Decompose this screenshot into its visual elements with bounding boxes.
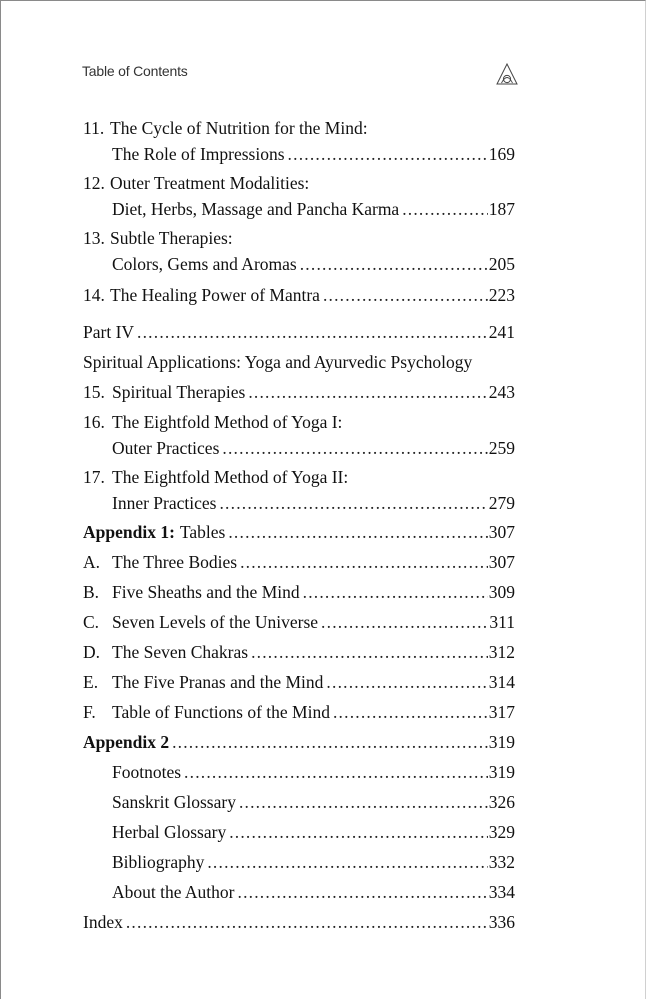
leader-dots	[239, 791, 488, 813]
page-number: 241	[488, 322, 515, 342]
toc-title: Sanskrit Glossary	[112, 792, 236, 812]
toc-entry-12[interactable]: 12. Outer Treatment Modalities: Diet, Herbs, Massage and Pancha Karma ..... 187	[83, 172, 515, 224]
toc-title: Five Sheaths and the Mind	[112, 582, 300, 602]
leader-dots	[137, 321, 488, 343]
toc-title: Table of Functions of the Mind	[112, 702, 330, 722]
page-number: 169	[488, 144, 515, 164]
leader-dots	[321, 611, 488, 633]
toc-entry-bibliography[interactable]	[83, 851, 515, 877]
toc-entry-c[interactable]: C. Seven Levels of the Universe ..... 311	[83, 611, 515, 637]
page-number: 329	[488, 822, 515, 842]
toc-title: Herbal Glossary	[112, 822, 227, 842]
page-number: 319	[488, 762, 515, 782]
toc-entry-16[interactable]: 16. The Eightfold Method of Yoga I: Outer Practices ..... 259	[83, 411, 515, 463]
toc-title: Seven Levels of the Universe	[112, 612, 319, 632]
leader-dots	[172, 731, 488, 753]
page-number: 314	[488, 672, 515, 692]
leader-dots	[300, 253, 488, 275]
leader-dots	[326, 671, 487, 693]
toc-title: The Five Pranas and the Mind	[112, 672, 324, 692]
toc-title: About the Author	[112, 882, 235, 902]
toc-title: Index	[83, 912, 123, 932]
leader-dots	[288, 143, 488, 165]
toc-subtitle: Colors, Gems and Aromas	[112, 254, 297, 274]
toc-subtitle: Outer Practices	[112, 438, 220, 458]
toc-entry-11[interactable]: 11. The Cycle of Nutrition for the Mind: The Role of Impressions ..... 169	[83, 117, 515, 169]
page-number: 259	[488, 438, 515, 458]
toc-entry-about-author[interactable]	[83, 881, 515, 907]
page-number: 319	[488, 732, 515, 752]
page-number: 187	[488, 199, 515, 219]
toc-title: The Healing Power of Mantra	[110, 285, 320, 305]
toc-entry-appendix-2[interactable]	[83, 731, 515, 757]
toc-title: Subtle Therapies:	[110, 228, 233, 248]
toc-entry-b[interactable]: B. Five Sheaths and the Mind ..... 309	[83, 581, 515, 607]
page-number: 311	[489, 612, 515, 632]
page-number: 309	[488, 582, 515, 602]
leader-dots	[219, 492, 487, 514]
toc-entry-17[interactable]: 17. The Eightfold Method of Yoga II: Inner Practices ..... 279	[83, 466, 515, 518]
leader-dots	[402, 198, 488, 220]
toc-entry-14[interactable]: 14. The Healing Power of Mantra ..... 223	[83, 284, 515, 310]
leader-dots	[248, 381, 487, 403]
leader-dots	[228, 521, 487, 543]
running-head: Table of Contents	[82, 63, 188, 79]
toc-title: The Eightfold Method of Yoga II:	[112, 467, 349, 487]
toc-entry-15[interactable]: 15. Spiritual Therapies ..... 243	[83, 381, 515, 407]
page-number: 317	[488, 702, 515, 722]
page-number: 223	[488, 285, 515, 305]
leader-dots	[303, 581, 488, 603]
leader-dots	[229, 821, 488, 843]
toc-subtitle: Inner Practices	[112, 493, 217, 513]
toc-entry-13[interactable]: 13. Subtle Therapies: Colors, Gems and Aromas ..... 205	[83, 227, 515, 279]
toc-subtitle: The Role of Impressions	[112, 144, 285, 164]
toc-subtitle: Diet, Herbs, Massage and Pancha Karma	[112, 199, 400, 219]
page-number: 332	[488, 852, 515, 872]
toc-title: Part IV	[83, 322, 135, 342]
leader-dots	[207, 851, 487, 873]
page-number: 326	[488, 792, 515, 812]
page-number: 205	[488, 254, 515, 274]
page-number: 243	[488, 382, 515, 402]
page-number: 334	[488, 882, 515, 902]
toc-entry-e[interactable]: E. The Five Pranas and the Mind ..... 314	[83, 671, 515, 697]
toc-title: The Cycle of Nutrition for the Mind:	[110, 118, 368, 138]
toc-title: Tables	[179, 522, 226, 542]
leader-dots	[222, 437, 487, 459]
leader-dots	[333, 701, 488, 723]
toc-title: Outer Treatment Modalities:	[110, 173, 310, 193]
toc-entry-footnotes[interactable]	[83, 761, 515, 787]
toc-title: Spiritual Therapies	[112, 382, 246, 402]
page-number: 336	[488, 912, 515, 932]
leader-dots	[251, 641, 488, 663]
toc-entry-herbal-glossary[interactable]	[83, 821, 515, 847]
toc-entry-part-iv[interactable]	[83, 321, 515, 347]
page-number: 307	[488, 522, 515, 542]
page-number: 312	[488, 642, 515, 662]
toc-title: The Three Bodies	[112, 552, 238, 572]
page-number: 279	[488, 493, 515, 513]
triangle-with-om-icon	[496, 63, 518, 85]
toc-entry-a[interactable]: A. The Three Bodies ..... 307	[83, 551, 515, 577]
toc-title: Bibliography	[112, 852, 205, 872]
leader-dots	[238, 881, 488, 903]
toc-entry-sanskrit-glossary[interactable]	[83, 791, 515, 817]
leader-dots	[184, 761, 488, 783]
appendix-label: Appendix 2	[83, 732, 170, 752]
toc-title: The Eightfold Method of Yoga I:	[112, 412, 343, 432]
toc-title: The Seven Chakras	[112, 642, 249, 662]
toc-entry-appendix-1[interactable]	[83, 521, 515, 547]
leader-dots	[126, 911, 488, 933]
page-number: 307	[488, 552, 515, 572]
toc-title: Footnotes	[112, 762, 182, 782]
part-subtitle: Spiritual Applications: Yoga and Ayurvedic Psychology	[83, 352, 473, 372]
toc-entry-f[interactable]: F. Table of Functions of the Mind ..... 317	[83, 701, 515, 727]
toc-entry-index[interactable]	[83, 911, 515, 937]
leader-dots	[323, 284, 488, 306]
toc-entry-d[interactable]: D. The Seven Chakras ..... 312	[83, 641, 515, 667]
appendix-label: Appendix 1:	[83, 522, 175, 542]
leader-dots	[240, 551, 488, 573]
